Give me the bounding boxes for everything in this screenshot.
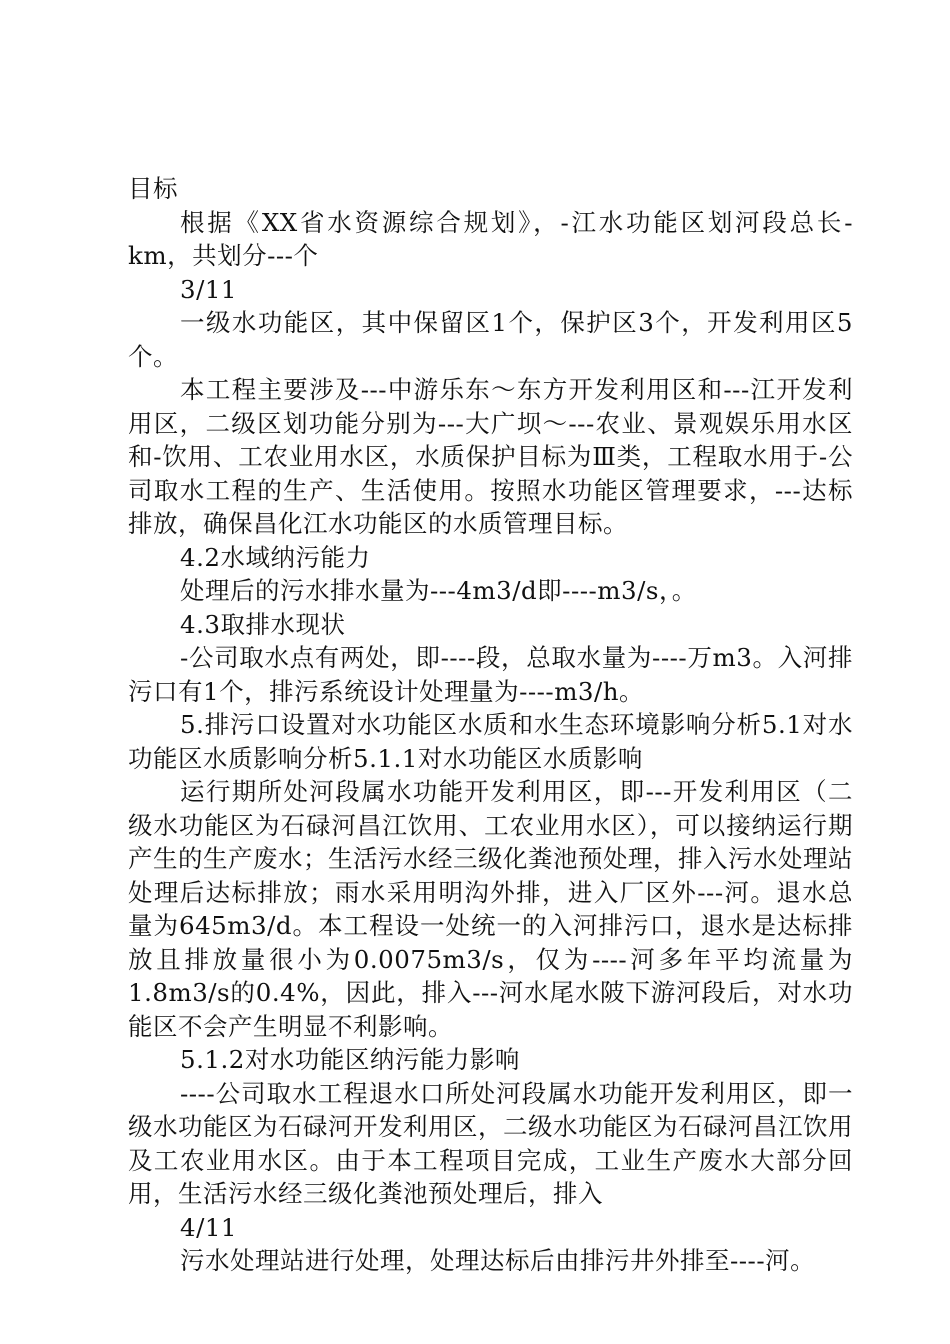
section-heading: 4.2水域纳污能力 — [180, 542, 371, 572]
section-heading: 4.3取排水现状 — [180, 609, 346, 639]
paragraph: 本工程主要涉及---中游乐东～东方开发利用区和---江开发利用区，二级区划功能分别为---大广坝～---农业、景观娱乐用水区和-饮用、工农业用水区，水质保护目标为Ⅲ类，工程取水用于-公司取水工程的生产、生活使用。按照水功能区管理要求，---达标排放，确保昌化江水功能区的水质管理目标。 — [128, 375, 853, 538]
page-number: 3/11 — [180, 274, 238, 304]
page-number: 4/11 — [180, 1212, 238, 1242]
document-body — [128, 172, 853, 1278]
paragraph: 一级水功能区，其中保留区1个，保护区3个，开发利用区5个。 — [128, 308, 853, 371]
paragraph: ----公司取水工程退水口所处河段属水功能开发利用区，即一级水功能区为石碌河开发利用区，二级水功能区为石碌河昌江饮用及工农业用水区。由于本工程项目完成，工业生产废水大部分回用，生活污水经三级化粪池预处理后，排入 — [128, 1078, 853, 1208]
paragraph: 污水处理站进行处理，处理达标后由排污井外排至----河。 — [180, 1246, 816, 1275]
section-heading: 5.1.2对水功能区纳污能力影响 — [180, 1045, 520, 1074]
section-heading: 目标 — [128, 174, 178, 203]
paragraph: 运行期所处河段属水功能开发利用区，即---开发利用区（二级水功能区为石碌河昌江饮用、工农业用水区），可以接纳运行期产生的生产废水；生活污水经三级化粪池预处理，排入污水处理站处理后达标排放；雨水采用明沟外排，进入厂区外---河。退水总量为645m3/d。本工程设一处统一的入河排污口，退水是达标排放且排放量很小为0.0075m3/s，仅为----河多年平均流量为1.8m3/s的0.4%，因此，排入---河水尾水陂下游河段后，对水功能区不会产生明显不利影响。 — [128, 777, 853, 1041]
paragraph: 根据《XX省水资源综合规划》，-江水功能区划河段总长-km，共划分---个 — [128, 207, 853, 270]
paragraph: -公司取水点有两处，即----段，总取水量为----万m3。入河排污口有1个，排污系统设计处理量为----m3/h。 — [128, 643, 853, 706]
paragraph: 处理后的污水排水量为---4m3/d即----m3/s，。 — [180, 576, 697, 605]
section-heading: 5.排污口设置对水功能区水质和水生态环境影响分析5.1对水功能区水质影响分析5.1.1对水功能区水质影响 — [128, 710, 853, 773]
